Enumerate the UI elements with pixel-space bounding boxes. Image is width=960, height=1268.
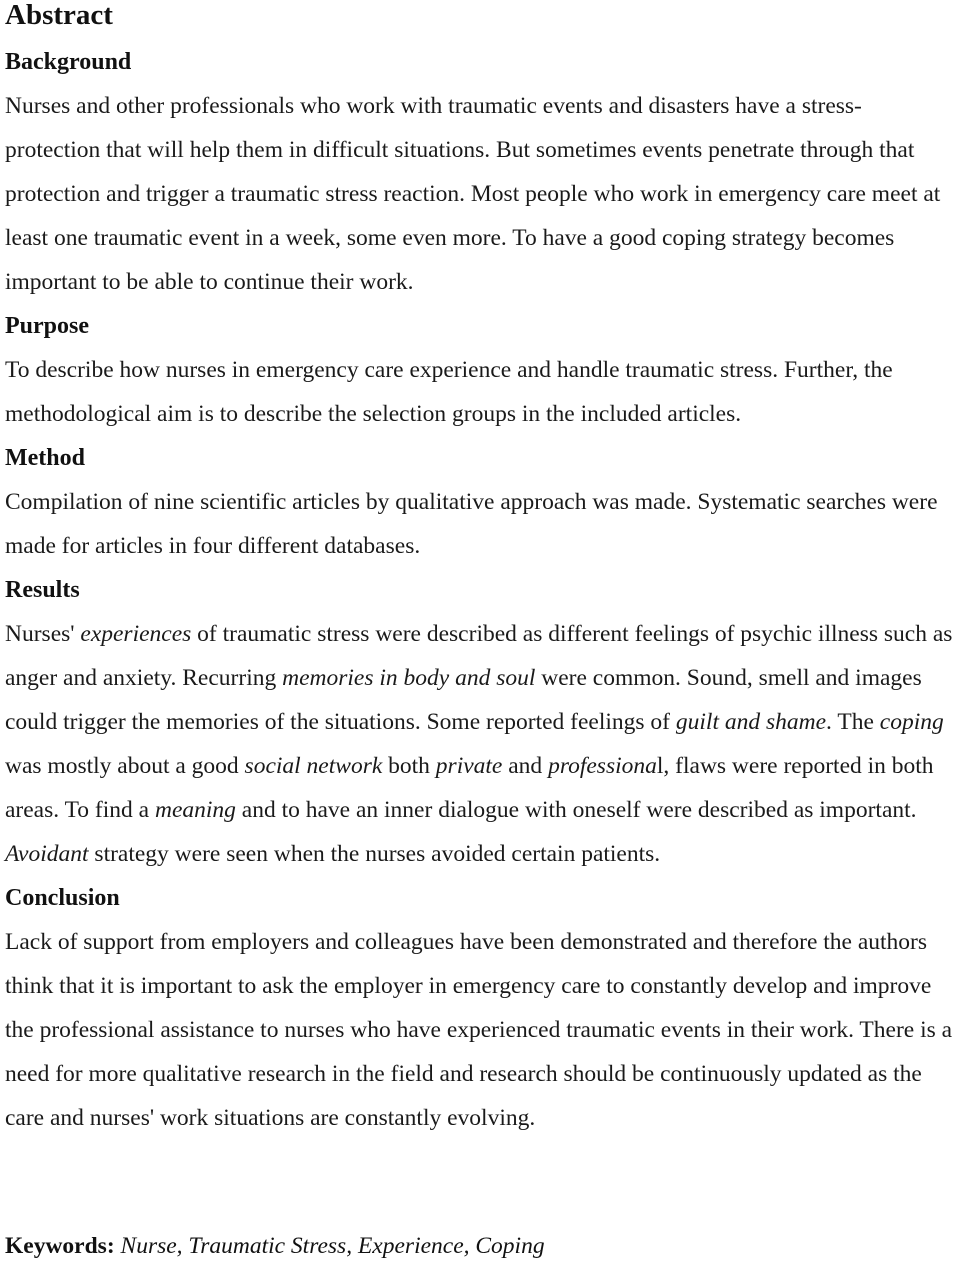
background-heading: Background: [5, 49, 132, 75]
keywords-line: [5, 1224, 545, 1268]
results-segment: l, flaws were reported in both areas. To find a: [5, 753, 934, 823]
results-emphasis: Avoidant: [5, 841, 89, 867]
results-segment: . The: [826, 709, 880, 735]
conclusion-heading: Conclusion: [5, 885, 120, 911]
abstract-title: Abstract: [5, 0, 113, 31]
results-emphasis: professiona: [548, 753, 657, 779]
method-text: Compilation of nine scientific articles by qualitative approach was made. Systematic searches were made for articles in four different databases.: [5, 489, 938, 559]
results-segment: strategy were seen when the nurses avoided certain patients.: [88, 841, 661, 867]
keywords-label: Keywords:: [5, 1233, 115, 1259]
keywords-values: Nurse, Traumatic Stress, Experience, Coping: [120, 1233, 545, 1259]
purpose-heading: Purpose: [5, 313, 89, 339]
conclusion-text: Lack of support from employers and colleagues have been demonstrated and therefore the authors think that it is important to ask the employer in emergency care to constantly develop and improve the professional assistance to nurses who have experienced traumatic events in their work. There is a need for more qualitative research in the field and research should be continuously updated as the care and nurses' work situations are constantly evolving.: [5, 929, 953, 1131]
purpose-text: To describe how nurses in emergency care experience and handle traumatic stress. Further, the methodological aim is to describe the selection groups in the included articles.: [5, 357, 893, 427]
background-text: Nurses and other professionals who work with traumatic events and disasters have a stress-protection that will help them in difficult situations. But sometimes events penetrate through that protection and trigger a traumatic stress reaction. Most people who work in emergency care meet at least one traumatic event in a week, some even more. To have a good coping strategy becomes important to be able to continue their work.: [5, 93, 941, 295]
results-segment: and to have an inner dialogue with oneself were described as important.: [235, 797, 917, 823]
results-heading: Results: [5, 577, 80, 603]
results-segment: were common. Sound, smell and images could trigger the memories of the situations. Some reported feelings of: [5, 665, 922, 735]
results-segment: was mostly about a good: [5, 753, 245, 779]
results-segment: Nurses': [5, 621, 81, 647]
method-heading: Method: [5, 445, 85, 471]
results-emphasis: memories in body and soul: [282, 665, 536, 691]
results-emphasis: guilt and shame: [675, 709, 827, 735]
results-emphasis: social network: [244, 753, 383, 779]
results-segment: and: [502, 753, 549, 779]
results-emphasis: experiences: [80, 621, 192, 647]
results-emphasis: private: [435, 753, 503, 779]
results-segment: of traumatic stress were described as different feelings of psychic illness such as anger and anxiety. Recurring: [5, 621, 953, 691]
results-segment: both: [382, 753, 436, 779]
results-emphasis: meaning: [154, 797, 236, 823]
results-text: [5, 612, 954, 876]
results-emphasis: coping: [879, 709, 944, 735]
